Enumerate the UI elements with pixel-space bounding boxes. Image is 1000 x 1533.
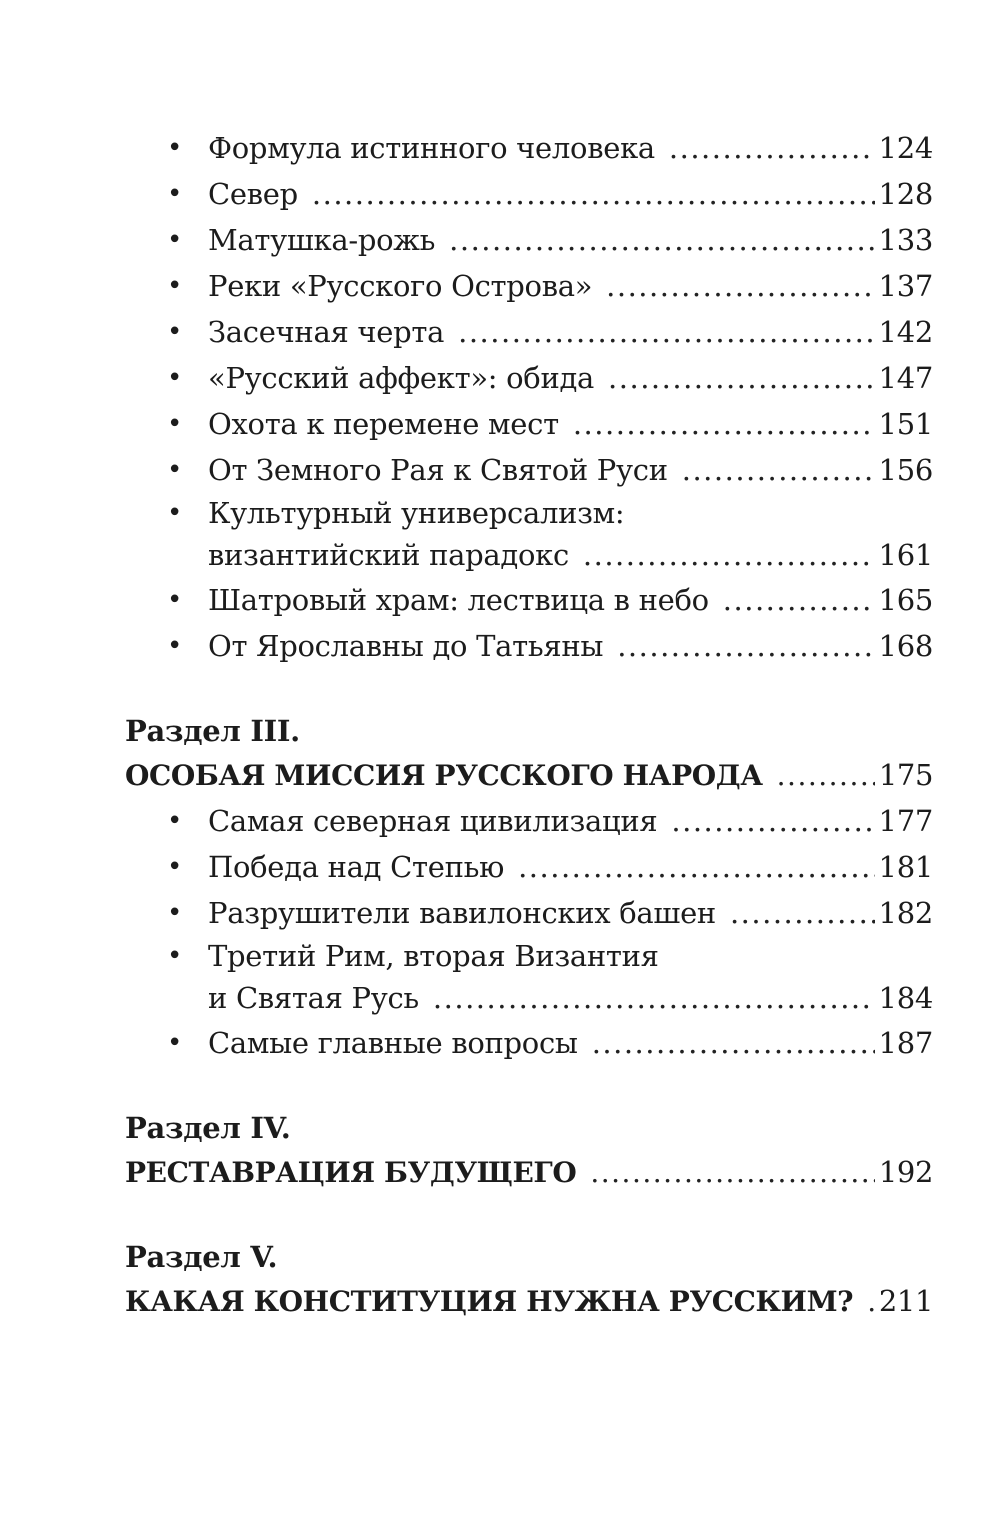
dot-leader: [592, 1020, 875, 1066]
toc-entry[interactable]: [125, 401, 933, 447]
page-number: 168: [878, 629, 933, 663]
page-number: 187: [878, 1026, 933, 1060]
bullet: •: [167, 806, 183, 836]
entry-last-line: [208, 533, 933, 577]
dot-leader: [590, 1151, 875, 1195]
page-number: 156: [878, 453, 933, 487]
page-number: 128: [878, 177, 933, 211]
bullet: •: [167, 852, 183, 882]
page-number: 161: [878, 538, 933, 572]
entry-title: Самая северная цивилизация: [208, 804, 658, 838]
bullet: •: [167, 317, 183, 347]
entry-title: Победа над Степью: [208, 850, 505, 884]
dot-leader: [723, 577, 875, 623]
dot-leader: [777, 754, 875, 798]
section-heading: РЕСТАВРАЦИЯ БУДУЩЕГО: [125, 1156, 577, 1189]
entry-title-line2: и Святая Русь: [208, 981, 419, 1015]
dot-leader: [669, 125, 875, 171]
page-number: 211: [878, 1284, 933, 1318]
section-heading-entry[interactable]: [125, 753, 933, 798]
section-label: Раздел V.: [125, 1240, 278, 1274]
dot-leader: [606, 263, 874, 309]
entry-title: Самые главные вопросы: [208, 1026, 578, 1060]
toc-entry[interactable]: [125, 125, 933, 171]
toc-entry[interactable]: [125, 577, 933, 623]
page-number: 181: [878, 850, 933, 884]
page-number: 147: [878, 361, 933, 395]
page-number: 133: [878, 223, 933, 257]
bullet: •: [167, 271, 183, 301]
section-label: Раздел III.: [125, 714, 300, 748]
dot-leader: [682, 447, 875, 493]
dot-leader: [671, 798, 874, 844]
section-label: Раздел IV.: [125, 1111, 291, 1145]
bullet: •: [167, 585, 183, 615]
section-4: [125, 1106, 933, 1195]
toc-entry[interactable]: [125, 447, 933, 493]
page-number: 137: [878, 269, 933, 303]
toc-entry[interactable]: [125, 217, 933, 263]
entry-title-line2: византийский парадокс: [208, 538, 569, 572]
entry-title: Формула истинного человека: [208, 131, 655, 165]
dot-leader: [730, 890, 875, 936]
toc-entry-multiline[interactable]: [125, 936, 933, 1020]
dot-leader: [312, 171, 875, 217]
toc-entry[interactable]: [125, 355, 933, 401]
entry-last-line: [208, 976, 933, 1020]
entry-title-line1: Культурный универсализм:: [208, 496, 625, 530]
bullet: •: [167, 179, 183, 209]
toc-entry[interactable]: [125, 263, 933, 309]
section-heading-entry[interactable]: [125, 1279, 933, 1324]
bullet: •: [167, 631, 183, 661]
dot-leader: [583, 533, 875, 577]
page-number: 175: [878, 758, 933, 792]
dot-leader: [518, 844, 874, 890]
bullet: •: [167, 941, 183, 971]
entry-title: Засечная черта: [208, 315, 445, 349]
dot-leader: [617, 623, 874, 669]
entry-title: «Русский аффект»: обида: [208, 361, 595, 395]
section-heading: ОСОБАЯ МИССИЯ РУССКОГО НАРОДА: [125, 759, 763, 792]
toc-entry[interactable]: [125, 890, 933, 936]
bullet: •: [167, 409, 183, 439]
bullet: •: [167, 363, 183, 393]
section-heading: КАКАЯ КОНСТИТУЦИЯ НУЖНА РУССКИМ?: [125, 1285, 854, 1318]
page-number: 151: [878, 407, 933, 441]
bullet: •: [167, 498, 183, 528]
toc-entry[interactable]: [125, 1020, 933, 1066]
page-number: 182: [878, 896, 933, 930]
dot-leader: [433, 976, 875, 1020]
table-of-contents: [125, 125, 933, 1324]
entry-title: Охота к перемене мест: [208, 407, 559, 441]
entry-title: Разрушители вавилонских башен: [208, 896, 716, 930]
page-number: 192: [878, 1155, 933, 1189]
toc-entry-multiline[interactable]: [125, 493, 933, 577]
entry-title: Север: [208, 177, 298, 211]
bullet: •: [167, 133, 183, 163]
page-number: 165: [878, 583, 933, 617]
toc-entry[interactable]: [125, 798, 933, 844]
page-number: 184: [878, 981, 933, 1015]
dot-leader: [458, 309, 874, 355]
entry-title: От Земного Рая к Святой Руси: [208, 453, 668, 487]
page-number: 142: [878, 315, 933, 349]
entry-title: От Ярославны до Татьяны: [208, 629, 604, 663]
bullet: •: [167, 455, 183, 485]
dot-leader: [608, 355, 875, 401]
section-heading-entry[interactable]: [125, 1150, 933, 1195]
entry-title-line1: Третий Рим, вторая Византия: [208, 939, 659, 973]
page-number: 177: [878, 804, 933, 838]
dot-leader: [449, 217, 874, 263]
entry-title: Матушка-рожь: [208, 223, 436, 257]
toc-entry[interactable]: [125, 623, 933, 669]
section-3: [125, 709, 933, 1066]
bullet: •: [167, 898, 183, 928]
bullet: •: [167, 225, 183, 255]
dot-leader: [573, 401, 875, 447]
bullet: •: [167, 1028, 183, 1058]
section-5: [125, 1235, 933, 1324]
page-number: 124: [878, 131, 933, 165]
toc-entry[interactable]: [125, 844, 933, 890]
toc-entry[interactable]: [125, 171, 933, 217]
dot-leader: [867, 1280, 875, 1324]
entry-title: Реки «Русского Острова»: [208, 269, 593, 303]
entry-title: Шатровый храм: лествица в небо: [208, 583, 709, 617]
toc-entry[interactable]: [125, 309, 933, 355]
